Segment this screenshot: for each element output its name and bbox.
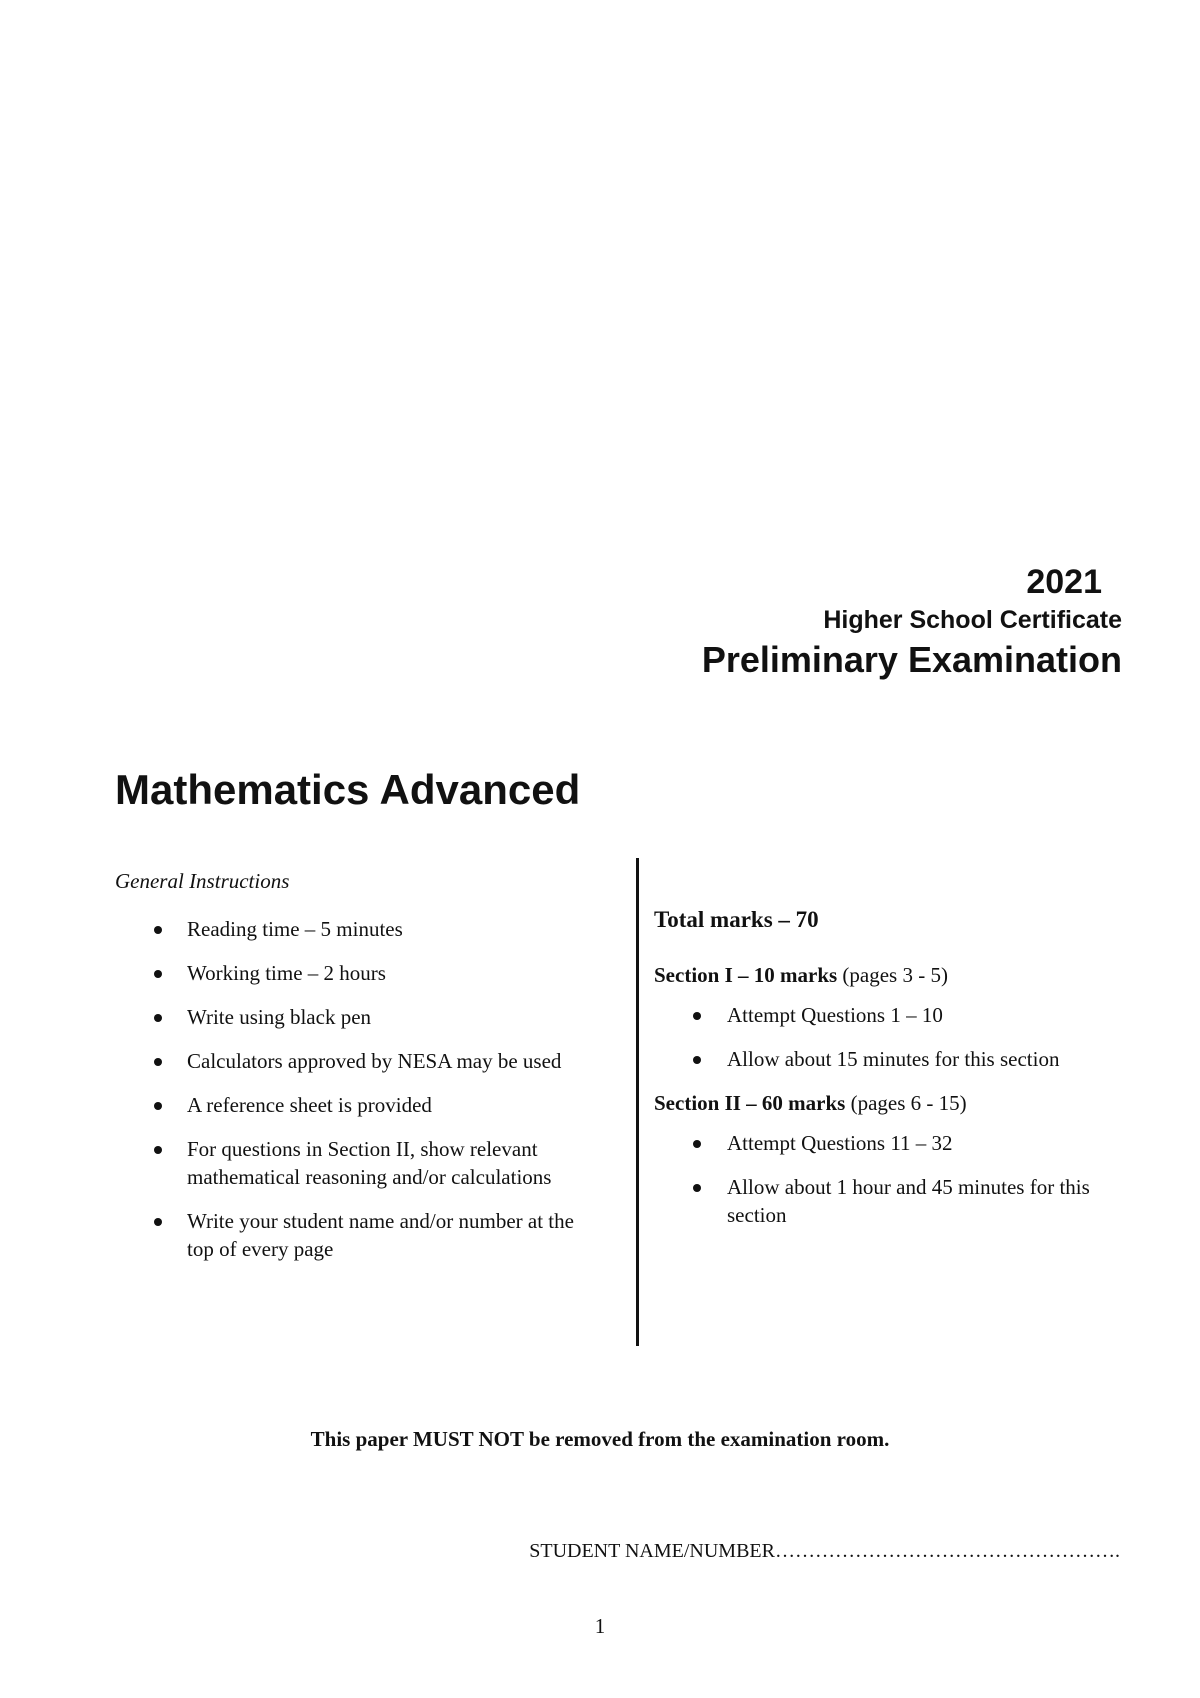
- removal-notice: This paper MUST NOT be removed from the examination room.: [310, 1427, 890, 1451]
- bullet-icon: [154, 970, 162, 978]
- instruction-text: Working time – 2 hours: [187, 961, 386, 985]
- bullet-icon: [154, 1058, 162, 1066]
- instruction-text: Write your student name and/or number at the top of every page: [187, 1209, 574, 1261]
- list-item: [115, 1047, 595, 1075]
- section-1-pages: (pages 3 - 5): [842, 963, 948, 987]
- general-instructions-heading: General Instructions: [115, 869, 290, 893]
- student-name-field: STUDENT NAME/NUMBER…………………………………………….: [529, 1540, 1120, 1562]
- instruction-text: Write using black pen: [187, 1005, 372, 1029]
- bullet-icon: [693, 1140, 701, 1148]
- section-2-heading: [654, 1089, 1124, 1117]
- list-item: [654, 1129, 1124, 1157]
- bullet-icon: [693, 1056, 701, 1064]
- bullet-icon: [154, 1102, 162, 1110]
- total-marks: Total marks – 70: [654, 907, 819, 932]
- instruction-text: For questions in Section II, show relevant mathematical reasoning and/or calculations: [187, 1137, 552, 1189]
- list-item: [654, 1045, 1124, 1073]
- certificate-title: Higher School Certificate: [823, 606, 1122, 634]
- section-2-pages: (pages 6 - 15): [850, 1091, 967, 1115]
- section-1-list: [654, 1001, 1124, 1073]
- list-item: [654, 1001, 1124, 1029]
- list-item: [115, 1135, 595, 1191]
- list-item: [115, 1207, 595, 1263]
- instruction-text: A reference sheet is provided: [187, 1093, 432, 1117]
- list-item: [115, 915, 595, 943]
- general-instructions: [115, 868, 595, 1279]
- section-1-item: Allow about 15 minutes for this section: [727, 1047, 1060, 1071]
- list-item: [115, 1091, 595, 1119]
- exam-title: Preliminary Examination: [701, 639, 1122, 680]
- section-1-item: Attempt Questions 1 – 10: [727, 1003, 943, 1027]
- bullet-icon: [693, 1184, 701, 1192]
- section-2-list: [654, 1129, 1124, 1229]
- section-1-title: Section I – 10 marks: [654, 963, 838, 987]
- bullet-icon: [154, 1014, 162, 1022]
- instruction-text: Calculators approved by NESA may be used: [187, 1049, 562, 1073]
- list-item: [115, 1003, 595, 1031]
- section-2-item: Attempt Questions 11 – 32: [727, 1131, 953, 1155]
- bullet-icon: [154, 1218, 162, 1226]
- column-divider: [636, 858, 639, 1346]
- bullet-icon: [693, 1012, 701, 1020]
- list-item: [115, 959, 595, 987]
- section-2-item: Allow about 1 hour and 45 minutes for this section: [727, 1175, 1090, 1227]
- section-2-title: Section II – 60 marks: [654, 1091, 846, 1115]
- exam-year: 2021: [1026, 563, 1102, 601]
- bullet-icon: [154, 1146, 162, 1154]
- marks-summary: [654, 905, 1124, 1245]
- subject-title: Mathematics Advanced: [115, 766, 581, 813]
- instructions-list: [115, 915, 595, 1263]
- page-number: 1: [594, 1614, 606, 1638]
- bullet-icon: [154, 926, 162, 934]
- section-1-heading: [654, 961, 1124, 989]
- instruction-text: Reading time – 5 minutes: [187, 917, 403, 941]
- list-item: [654, 1173, 1124, 1229]
